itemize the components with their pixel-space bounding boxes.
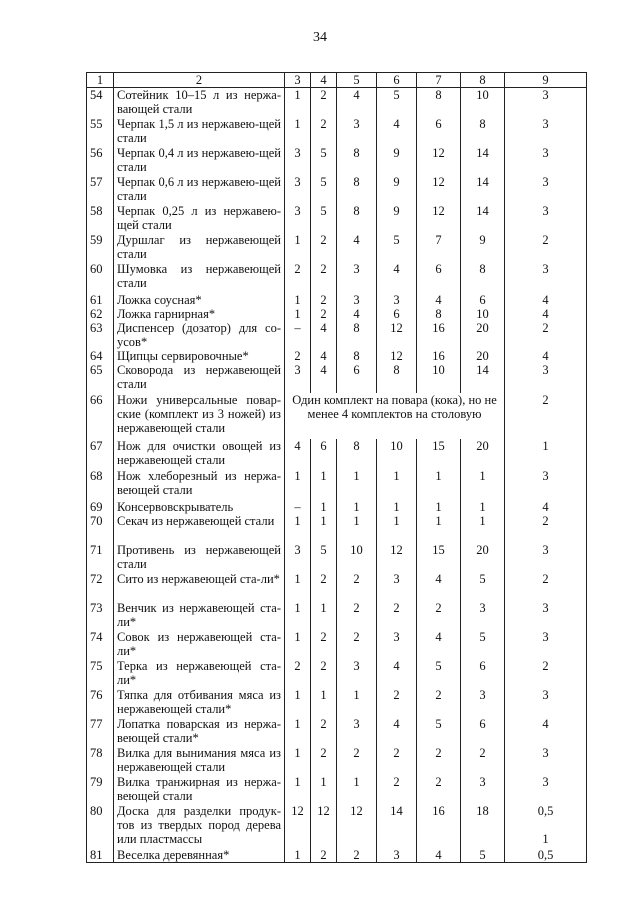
column-header-1: 1 xyxy=(87,73,114,88)
norm-value: 4 xyxy=(311,321,337,349)
norm-value: 2 xyxy=(311,659,337,688)
table-row xyxy=(87,307,587,321)
item-name: Веселка деревянная* xyxy=(114,848,285,863)
table-row xyxy=(87,659,587,688)
norm-value: 20 xyxy=(461,543,505,572)
norm-value: 2 xyxy=(311,117,337,146)
norm-value: 18 xyxy=(461,804,505,848)
norm-value: 2 xyxy=(337,601,377,630)
norm-value: 8 xyxy=(337,175,377,204)
norm-value: 1 xyxy=(285,293,311,307)
norm-value: 8 xyxy=(461,262,505,293)
norm-value: 5 xyxy=(311,204,337,233)
row-number: 63 xyxy=(87,321,114,349)
norm-value: 10 xyxy=(461,307,505,321)
row-number: 55 xyxy=(87,117,114,146)
norm-value: 6 xyxy=(377,307,417,321)
norm-value: 10 xyxy=(337,543,377,572)
norm-value: 4 xyxy=(417,848,461,863)
row-number: 62 xyxy=(87,307,114,321)
item-name: Тяпка для отбивания мяса из нержавеющей стали* xyxy=(114,688,285,717)
norm-value: 2 xyxy=(505,393,587,439)
norm-value: 2 xyxy=(311,746,337,775)
norm-value: 20 xyxy=(461,439,505,469)
norm-value: 12 xyxy=(377,349,417,363)
table-row xyxy=(87,500,587,514)
row-number: 73 xyxy=(87,601,114,630)
item-name: Черпак 0,4 л из нержавею-щей стали xyxy=(114,146,285,175)
norm-value: – xyxy=(285,500,311,514)
norm-value: 3 xyxy=(505,688,587,717)
norm-value: 8 xyxy=(337,439,377,469)
row-number: 67 xyxy=(87,439,114,469)
norm-value: 1 xyxy=(285,233,311,262)
norm-value: 2 xyxy=(417,775,461,804)
item-name: Черпак 0,25 л из нержавею-щей стали xyxy=(114,204,285,233)
norm-value: 3 xyxy=(505,775,587,804)
norm-value: 1 xyxy=(285,630,311,659)
norm-value: 6 xyxy=(417,262,461,293)
table-row xyxy=(87,775,587,804)
table-row xyxy=(87,439,587,469)
table-row xyxy=(87,204,587,233)
table-row xyxy=(87,601,587,630)
item-name: Нож для очистки овощей из нержавеющей стали xyxy=(114,439,285,469)
row-number: 65 xyxy=(87,363,114,393)
norm-value: 2 xyxy=(337,746,377,775)
norm-value: 3 xyxy=(337,717,377,746)
norm-value: 20 xyxy=(461,349,505,363)
column-header-9: 9 xyxy=(505,73,587,88)
table-row xyxy=(87,746,587,775)
norm-value: 2 xyxy=(311,293,337,307)
item-name: Черпак 0,6 л из нержавею-щей стали xyxy=(114,175,285,204)
norm-value: 2 xyxy=(417,601,461,630)
table-row xyxy=(87,393,587,439)
norm-value: 14 xyxy=(377,804,417,848)
norm-value: 12 xyxy=(417,175,461,204)
row-number: 80 xyxy=(87,804,114,848)
norm-value: 2 xyxy=(461,746,505,775)
norm-value: 1 xyxy=(311,601,337,630)
norm-value: 8 xyxy=(461,117,505,146)
norm-value: 1 xyxy=(461,514,505,543)
row-number: 75 xyxy=(87,659,114,688)
norm-value: 3 xyxy=(337,117,377,146)
norm-value: 4 xyxy=(505,307,587,321)
table-row xyxy=(87,363,587,393)
norm-value: 2 xyxy=(311,630,337,659)
norm-value: 1 xyxy=(505,439,587,469)
norm-value: 5 xyxy=(461,848,505,863)
norm-value: 20 xyxy=(461,321,505,349)
norm-value: 3 xyxy=(505,746,587,775)
norm-value: 5 xyxy=(417,717,461,746)
norm-value: 1 xyxy=(285,848,311,863)
row-number: 78 xyxy=(87,746,114,775)
column-header-6: 6 xyxy=(377,73,417,88)
norm-value: 4 xyxy=(505,717,587,746)
table-row xyxy=(87,572,587,601)
norm-value: 12 xyxy=(377,321,417,349)
row-number: 70 xyxy=(87,514,114,543)
norm-value: 3 xyxy=(285,543,311,572)
table-row xyxy=(87,88,587,117)
table-row xyxy=(87,349,587,363)
norm-value: 3 xyxy=(377,848,417,863)
norm-value: 15 xyxy=(417,439,461,469)
norm-value: 4 xyxy=(337,233,377,262)
row-number: 66 xyxy=(87,393,114,439)
table-row xyxy=(87,146,587,175)
norm-value: 2 xyxy=(417,746,461,775)
row-number: 58 xyxy=(87,204,114,233)
equipment-norms-table xyxy=(86,72,587,863)
column-header-8: 8 xyxy=(461,73,505,88)
norm-value: 1 xyxy=(285,746,311,775)
column-header-4: 4 xyxy=(311,73,337,88)
table-row xyxy=(87,262,587,293)
norm-value: 4 xyxy=(417,630,461,659)
norm-value: 2 xyxy=(377,746,417,775)
norm-value: 2 xyxy=(377,688,417,717)
norm-value: 3 xyxy=(461,775,505,804)
norm-value: 4 xyxy=(311,363,337,393)
item-name: Доска для разделки продук-тов из твердых пород дерева или пластмассы xyxy=(114,804,285,848)
norm-value: 1 xyxy=(311,500,337,514)
norm-value: 14 xyxy=(461,146,505,175)
norm-value: 12 xyxy=(417,204,461,233)
item-name: Вилка для вынимания мяса из нержавеющей стали xyxy=(114,746,285,775)
norm-value: 12 xyxy=(377,543,417,572)
norm-value: 4 xyxy=(337,88,377,117)
norm-value: 2 xyxy=(285,349,311,363)
norm-value: 2 xyxy=(337,848,377,863)
norm-value: 1 xyxy=(285,514,311,543)
norm-value: 1 xyxy=(417,514,461,543)
norm-value: 1 xyxy=(285,572,311,601)
norm-value: 6 xyxy=(311,439,337,469)
norm-value: 8 xyxy=(337,204,377,233)
norm-value: 14 xyxy=(461,363,505,393)
norm-value: 4 xyxy=(377,262,417,293)
item-name: Дуршлаг из нержавеющей стали xyxy=(114,233,285,262)
table-row xyxy=(87,117,587,146)
item-name: Сито из нержавеющей ста-ли* xyxy=(114,572,285,601)
norm-value: 1 xyxy=(337,500,377,514)
norm-value: 5 xyxy=(461,572,505,601)
norm-value: 9 xyxy=(377,204,417,233)
norm-value: 2 xyxy=(505,659,587,688)
norm-value: 4 xyxy=(377,717,417,746)
table-row xyxy=(87,848,587,863)
norm-value: 10 xyxy=(461,88,505,117)
row-number: 79 xyxy=(87,775,114,804)
norm-value: 3 xyxy=(285,146,311,175)
table-row xyxy=(87,233,587,262)
norm-value: 1 xyxy=(311,688,337,717)
row-number: 56 xyxy=(87,146,114,175)
norm-value: 1 xyxy=(461,500,505,514)
norm-value: 16 xyxy=(417,321,461,349)
norm-value: 3 xyxy=(377,572,417,601)
item-name: Противень из нержавеющей стали xyxy=(114,543,285,572)
norm-value: 3 xyxy=(505,175,587,204)
item-name: Ложка соусная* xyxy=(114,293,285,307)
item-name: Ножи универсальные повар-ские (комплект из 3 ножей) из нержавеющей стали xyxy=(114,393,285,439)
item-name: Секач из нержавеющей стали xyxy=(114,514,285,543)
norm-value: 4 xyxy=(377,659,417,688)
norm-value: 3 xyxy=(337,293,377,307)
norm-value: 5 xyxy=(461,630,505,659)
row-number: 69 xyxy=(87,500,114,514)
item-name: Сковорода из нержавеющей стали xyxy=(114,363,285,393)
norm-value: 1 xyxy=(377,469,417,500)
norm-value: 1 xyxy=(285,469,311,500)
page-number: 34 xyxy=(313,30,327,45)
norm-value: 3 xyxy=(505,262,587,293)
norm-value: 2 xyxy=(505,321,587,349)
norm-value: 9 xyxy=(377,146,417,175)
table-row xyxy=(87,804,587,848)
norm-value: 1 xyxy=(417,500,461,514)
norm-value: 14 xyxy=(461,175,505,204)
norm-value: 2 xyxy=(505,514,587,543)
norm-value: 4 xyxy=(505,293,587,307)
row-number: 74 xyxy=(87,630,114,659)
norm-value: 4 xyxy=(417,293,461,307)
norm-value: 2 xyxy=(311,88,337,117)
row-number: 61 xyxy=(87,293,114,307)
norm-value: 1 xyxy=(377,514,417,543)
norm-value: 4 xyxy=(285,439,311,469)
norm-value: 1 xyxy=(311,514,337,543)
norm-value: 2 xyxy=(337,572,377,601)
norm-value: 5 xyxy=(311,175,337,204)
norm-value: 3 xyxy=(505,601,587,630)
row-number: 76 xyxy=(87,688,114,717)
norm-value: 12 xyxy=(311,804,337,848)
header-row xyxy=(87,73,587,88)
norm-value: 14 xyxy=(461,204,505,233)
merged-norm-text: Один комплект на повара (кока), но не менее 4 комплектов на столовую xyxy=(285,393,505,439)
norm-value: – xyxy=(285,321,311,349)
norm-value: 2 xyxy=(417,688,461,717)
norm-value: 1 xyxy=(337,775,377,804)
column-header-7: 7 xyxy=(417,73,461,88)
row-number: 71 xyxy=(87,543,114,572)
norm-value: 1 xyxy=(285,688,311,717)
table-row xyxy=(87,293,587,307)
norm-value: 1 xyxy=(285,117,311,146)
norm-value: 16 xyxy=(417,349,461,363)
item-name: Лопатка поварская из нержа-веющей стали* xyxy=(114,717,285,746)
norm-value: 6 xyxy=(337,363,377,393)
norm-value: 3 xyxy=(505,146,587,175)
table-row xyxy=(87,321,587,349)
norm-value: 1 xyxy=(337,469,377,500)
norm-value: 2 xyxy=(285,659,311,688)
norm-value: 4 xyxy=(311,349,337,363)
norm-value: 6 xyxy=(417,117,461,146)
norm-value: 1 xyxy=(311,469,337,500)
norm-value: 3 xyxy=(505,363,587,393)
item-name: Черпак 1,5 л из нержавею-щей стали xyxy=(114,117,285,146)
table-row xyxy=(87,688,587,717)
norm-value: 2 xyxy=(377,775,417,804)
norm-value: 2 xyxy=(505,233,587,262)
row-number: 81 xyxy=(87,848,114,863)
norm-value: 3 xyxy=(285,204,311,233)
norm-value: 12 xyxy=(337,804,377,848)
row-number: 77 xyxy=(87,717,114,746)
norm-value: 1 xyxy=(285,601,311,630)
norm-value: 8 xyxy=(417,88,461,117)
norm-value: 8 xyxy=(337,321,377,349)
norm-value: 4 xyxy=(417,572,461,601)
norm-value: 3 xyxy=(505,117,587,146)
norm-value: 10 xyxy=(377,439,417,469)
norm-value: 2 xyxy=(311,717,337,746)
norm-value: 7 xyxy=(417,233,461,262)
norm-value: 2 xyxy=(311,262,337,293)
norm-value: 8 xyxy=(377,363,417,393)
item-name: Венчик из нержавеющей ста-ли* xyxy=(114,601,285,630)
norm-value: 2 xyxy=(505,572,587,601)
item-name: Консервовскрыватель xyxy=(114,500,285,514)
norm-value: 10 xyxy=(417,363,461,393)
row-number: 64 xyxy=(87,349,114,363)
item-name: Сотейник 10–15 л из нержа-вающей стали xyxy=(114,88,285,117)
table-row xyxy=(87,514,587,543)
item-name: Ложка гарнирная* xyxy=(114,307,285,321)
norm-value: 1 xyxy=(285,307,311,321)
item-name: Вилка транжирная из нержа-веющей стали xyxy=(114,775,285,804)
table-row xyxy=(87,717,587,746)
norm-value: 2 xyxy=(377,601,417,630)
norm-value: 3 xyxy=(461,601,505,630)
row-number: 54 xyxy=(87,88,114,117)
norm-value: 0,5 1 xyxy=(505,804,587,848)
norm-value: 8 xyxy=(337,349,377,363)
norm-value: 6 xyxy=(461,659,505,688)
norm-value: 2 xyxy=(311,848,337,863)
norm-value: 3 xyxy=(285,175,311,204)
norm-value: 1 xyxy=(377,500,417,514)
column-header-5: 5 xyxy=(337,73,377,88)
norm-value: 6 xyxy=(461,293,505,307)
norm-value: 8 xyxy=(417,307,461,321)
norm-value: 3 xyxy=(337,262,377,293)
norm-value: 5 xyxy=(377,88,417,117)
row-number: 60 xyxy=(87,262,114,293)
norm-value: 12 xyxy=(417,146,461,175)
norm-value: 2 xyxy=(311,307,337,321)
column-header-2: 2 xyxy=(114,73,285,88)
norm-value: 2 xyxy=(311,233,337,262)
norm-value: 3 xyxy=(505,469,587,500)
norm-value: 2 xyxy=(337,630,377,659)
norm-value: 5 xyxy=(377,233,417,262)
norm-value: 16 xyxy=(417,804,461,848)
item-name: Совок из нержавеющей ста-ли* xyxy=(114,630,285,659)
norm-value: 9 xyxy=(461,233,505,262)
norm-value: 1 xyxy=(337,514,377,543)
norm-value: 2 xyxy=(285,262,311,293)
norm-value: 1 xyxy=(417,469,461,500)
norm-value: 15 xyxy=(417,543,461,572)
norm-value: 8 xyxy=(337,146,377,175)
item-name: Терка из нержавеющей ста-ли* xyxy=(114,659,285,688)
norm-value: 5 xyxy=(311,146,337,175)
norm-value: 3 xyxy=(505,630,587,659)
item-name: Нож хлеборезный из нержа-веющей стали xyxy=(114,469,285,500)
row-number: 59 xyxy=(87,233,114,262)
item-name: Шумовка из нержавеющей стали xyxy=(114,262,285,293)
row-number: 68 xyxy=(87,469,114,500)
norm-value: 3 xyxy=(505,543,587,572)
norm-value: 5 xyxy=(311,543,337,572)
norm-value: 1 xyxy=(337,688,377,717)
norm-value: 1 xyxy=(311,775,337,804)
norm-value: 1 xyxy=(285,775,311,804)
row-number: 57 xyxy=(87,175,114,204)
norm-value: 3 xyxy=(337,659,377,688)
norm-value: 2 xyxy=(311,572,337,601)
norm-value: 4 xyxy=(505,349,587,363)
norm-value: 3 xyxy=(377,293,417,307)
column-header-3: 3 xyxy=(285,73,311,88)
norm-value: 5 xyxy=(417,659,461,688)
norm-value: 6 xyxy=(461,717,505,746)
table-row xyxy=(87,469,587,500)
norm-value: 1 xyxy=(285,717,311,746)
norm-value: 4 xyxy=(337,307,377,321)
norm-value: 3 xyxy=(505,88,587,117)
item-name: Диспенсер (дозатор) для со-усов* xyxy=(114,321,285,349)
norm-value: 3 xyxy=(505,204,587,233)
norm-value: 3 xyxy=(285,363,311,393)
table-row xyxy=(87,543,587,572)
norm-value: 0,5 xyxy=(505,848,587,863)
row-number: 72 xyxy=(87,572,114,601)
norm-value: 3 xyxy=(377,630,417,659)
norm-value: 1 xyxy=(461,469,505,500)
norm-value: 9 xyxy=(377,175,417,204)
item-name: Щипцы сервировочные* xyxy=(114,349,285,363)
norm-value: 1 xyxy=(285,88,311,117)
norm-value: 4 xyxy=(377,117,417,146)
norm-value: 4 xyxy=(505,500,587,514)
norm-value: 12 xyxy=(285,804,311,848)
table-row xyxy=(87,175,587,204)
table-row xyxy=(87,630,587,659)
norm-value: 3 xyxy=(461,688,505,717)
